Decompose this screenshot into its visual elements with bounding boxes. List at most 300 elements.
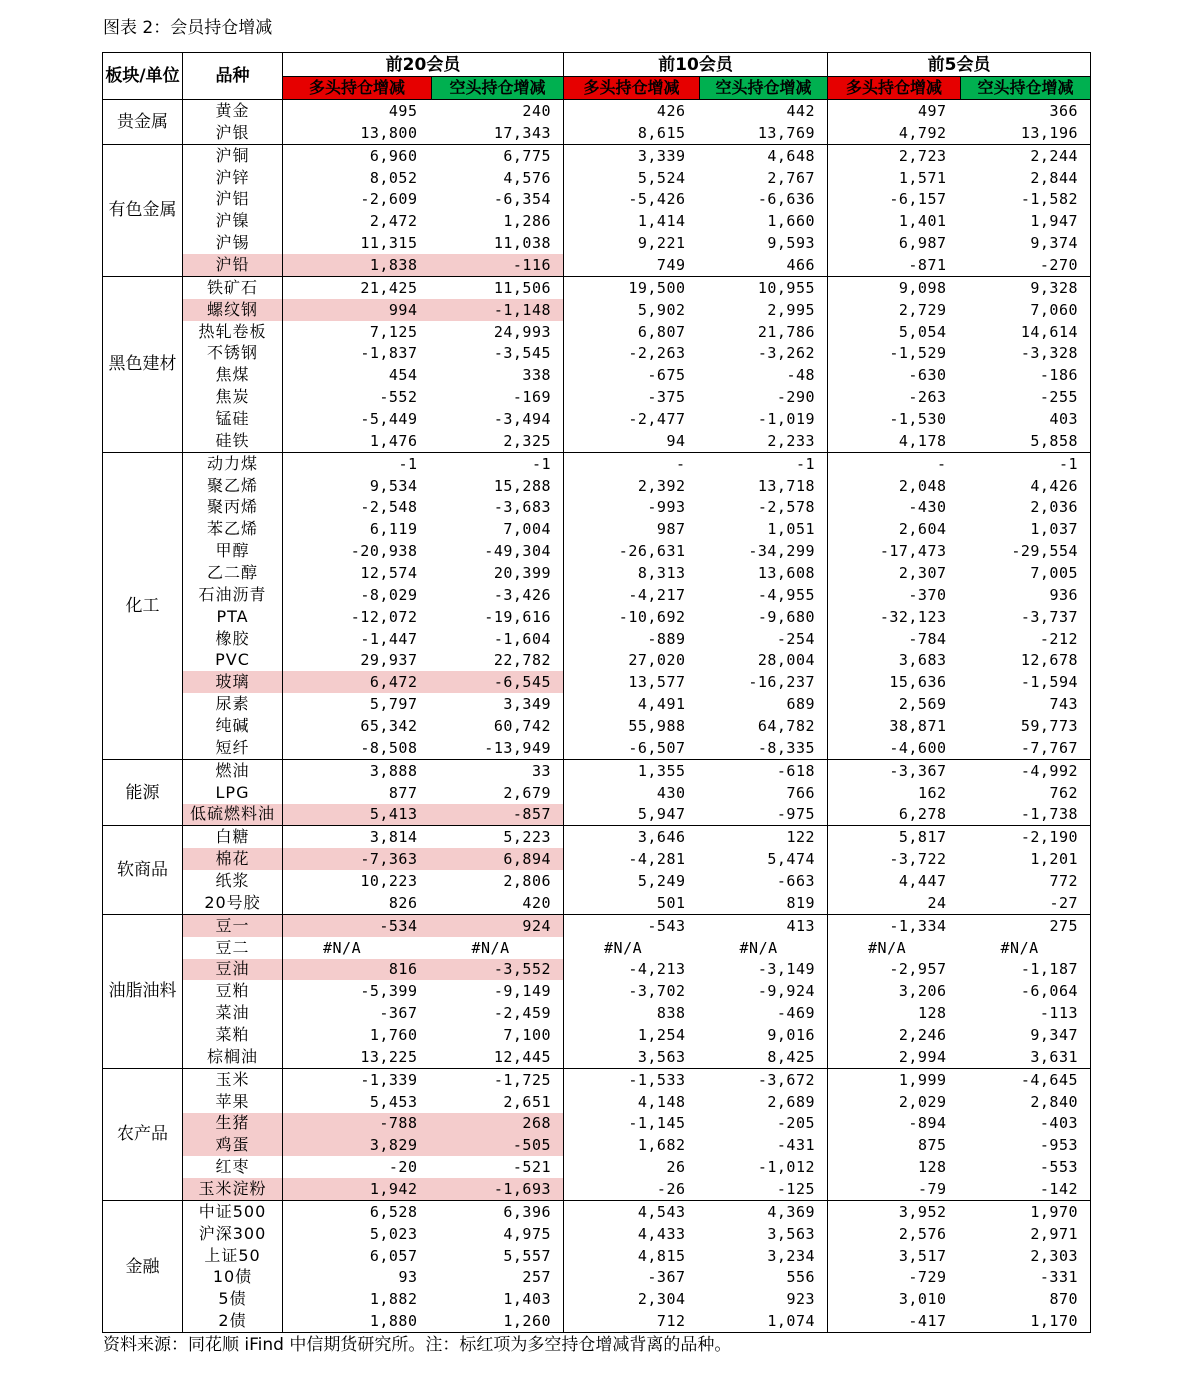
value-cell: -729	[908, 1268, 947, 1287]
value-cell: 426	[656, 101, 686, 120]
value-cell: -3,737	[961, 606, 1091, 628]
value-cell: -5,399	[360, 982, 418, 1001]
value-cell: 6,960	[369, 146, 418, 165]
value-cell: #N/A	[604, 938, 643, 957]
value-cell: -2,957	[889, 960, 947, 979]
value-cell: 1,838	[283, 254, 432, 276]
value-cell: -9,680	[700, 606, 828, 628]
product-name: 沪锌	[183, 167, 283, 189]
table-row	[103, 1134, 1091, 1156]
product-name: 燃油	[183, 759, 283, 781]
value-cell: -663	[700, 870, 828, 892]
value-cell: -552	[379, 388, 418, 407]
value-cell: -26	[564, 1178, 700, 1200]
value-cell: 2,844	[961, 167, 1091, 189]
value-cell: -1,187	[961, 959, 1091, 981]
value-cell: -1,533	[628, 1070, 686, 1089]
value-cell: -431	[700, 1134, 828, 1156]
value-cell: 93	[398, 1268, 418, 1287]
sector-cell: 贵金属	[103, 100, 183, 145]
table-row	[103, 870, 1091, 892]
value-cell: #N/A	[700, 937, 828, 959]
value-cell: -3,262	[700, 342, 828, 364]
value-cell: -290	[700, 386, 828, 408]
value-cell: 12,574	[360, 563, 418, 582]
value-cell: -19,616	[432, 606, 564, 628]
value-cell: -6,545	[432, 671, 564, 693]
value-cell: -618	[700, 759, 828, 781]
value-cell: 1,254	[637, 1026, 686, 1045]
product-name: 沪镍	[183, 210, 283, 232]
value-cell: -4,217	[628, 585, 686, 604]
value-cell: -2,477	[628, 409, 686, 428]
value-cell: 17,343	[432, 122, 564, 144]
value-cell: 1,476	[283, 430, 432, 452]
product-name: 玉米淀粉	[183, 1178, 283, 1200]
value-cell: 2,029	[898, 1092, 947, 1111]
value-cell: 2,303	[961, 1245, 1091, 1267]
value-cell: -3,149	[700, 959, 828, 981]
value-cell: 9,347	[961, 1024, 1091, 1046]
product-name: 黄金	[183, 100, 283, 122]
value-cell: 766	[700, 782, 828, 804]
value-cell: -8,029	[360, 585, 418, 604]
value-cell: -1	[432, 452, 564, 474]
value-cell: -953	[961, 1134, 1091, 1156]
table-row	[103, 496, 1091, 518]
value-cell: 4,369	[700, 1200, 828, 1222]
value-cell: 55,988	[628, 716, 686, 735]
value-cell: -7,767	[961, 737, 1091, 759]
product-name: 生猪	[183, 1113, 283, 1135]
value-cell: 1,882	[369, 1290, 418, 1309]
product-name: 棕榈油	[183, 1046, 283, 1068]
value-cell: 816	[283, 959, 432, 981]
value-cell: -205	[700, 1113, 828, 1135]
table-row	[103, 562, 1091, 584]
value-cell: 8,615	[564, 122, 700, 144]
product-name: 玻璃	[183, 671, 283, 693]
value-cell: 5,797	[369, 695, 418, 714]
short-header-top10: 空头持仓增减	[700, 77, 828, 100]
value-cell: 6,894	[432, 848, 564, 870]
long-header-top10: 多头持仓增减	[564, 77, 700, 100]
value-cell: 2,233	[700, 430, 828, 452]
value-cell: 1,260	[432, 1310, 564, 1332]
value-cell: -1,582	[961, 188, 1091, 210]
product-name: 菜油	[183, 1002, 283, 1024]
value-cell: -975	[700, 804, 828, 826]
value-cell: -1,339	[360, 1070, 418, 1089]
value-cell: 838	[656, 1004, 686, 1023]
table-row	[103, 1200, 1091, 1222]
value-cell: 826	[283, 892, 432, 914]
value-cell: 994	[283, 299, 432, 321]
value-cell: 5,817	[898, 828, 947, 847]
product-name: 10债	[183, 1267, 283, 1289]
product-name: 焦煤	[183, 364, 283, 386]
product-name: 聚丙烯	[183, 496, 283, 518]
long-header-top20: 多头持仓增减	[283, 77, 432, 100]
value-cell: 2,246	[898, 1026, 947, 1045]
value-cell: 7,004	[432, 518, 564, 540]
value-cell: 9,098	[898, 278, 947, 297]
table-row	[103, 671, 1091, 693]
table-row	[103, 804, 1091, 826]
value-cell: 3,646	[637, 828, 686, 847]
value-cell: 1,880	[283, 1310, 432, 1332]
value-cell: 749	[564, 254, 700, 276]
sector-cell: 油脂油料	[103, 914, 183, 1068]
value-cell: -8,508	[283, 737, 432, 759]
table-row	[103, 210, 1091, 232]
value-cell: 1,414	[637, 212, 686, 231]
table-row	[103, 1178, 1091, 1200]
value-cell: 5,902	[637, 300, 686, 319]
product-name: 豆粕	[183, 980, 283, 1002]
value-cell: -871	[828, 254, 961, 276]
table-row	[103, 959, 1091, 981]
value-cell: -2,190	[961, 826, 1091, 848]
value-cell: 26	[666, 1158, 686, 1177]
value-cell: 923	[700, 1288, 828, 1310]
value-cell: 2,679	[432, 782, 564, 804]
product-name: 纯碱	[183, 715, 283, 737]
value-cell: 4,792	[828, 122, 961, 144]
product-name: 低硫燃料油	[183, 804, 283, 826]
value-cell: 466	[700, 254, 828, 276]
value-cell: 2,806	[432, 870, 564, 892]
value-cell: -186	[961, 364, 1091, 386]
value-cell: 20,399	[432, 562, 564, 584]
product-name: LPG	[183, 782, 283, 804]
value-cell: 8,425	[700, 1046, 828, 1068]
product-name: PTA	[183, 606, 283, 628]
value-cell: -29,554	[961, 540, 1091, 562]
value-cell: 1,760	[369, 1026, 418, 1045]
value-cell: 21,425	[360, 278, 418, 297]
value-cell: 268	[432, 1113, 564, 1135]
value-cell: 430	[656, 783, 686, 802]
table-row	[103, 584, 1091, 606]
value-cell: 3,814	[369, 828, 418, 847]
product-name: 鸡蛋	[183, 1134, 283, 1156]
value-cell: 2,304	[637, 1290, 686, 1309]
product-name: 锰硅	[183, 408, 283, 430]
value-cell: -1,019	[700, 408, 828, 430]
sector-header: 板块/单位	[103, 53, 183, 100]
value-cell: 3,206	[898, 982, 947, 1001]
value-cell: -3,367	[889, 761, 947, 780]
table-row	[103, 408, 1091, 430]
value-cell: 366	[961, 100, 1091, 122]
value-cell: -270	[961, 254, 1091, 276]
product-name: 甲醇	[183, 540, 283, 562]
value-cell: 3,234	[700, 1245, 828, 1267]
value-cell: 8,052	[369, 168, 418, 187]
value-cell: 743	[961, 693, 1091, 715]
product-name: 沪铝	[183, 188, 283, 210]
value-cell: 5,524	[637, 168, 686, 187]
table-row	[103, 254, 1091, 276]
table-row	[103, 100, 1091, 122]
value-cell: 64,782	[700, 715, 828, 737]
value-cell: 712	[564, 1310, 700, 1332]
value-cell: 772	[961, 870, 1091, 892]
value-cell: 1,970	[961, 1200, 1091, 1222]
sector-cell: 能源	[103, 759, 183, 826]
value-cell: 6,472	[283, 671, 432, 693]
product-name: 豆二	[183, 937, 283, 959]
value-cell: 13,769	[700, 122, 828, 144]
table-row	[103, 1091, 1091, 1113]
value-cell: 3,829	[283, 1134, 432, 1156]
product-name: 沪深300	[183, 1223, 283, 1245]
value-cell: -2,578	[700, 496, 828, 518]
value-cell: -49,304	[432, 540, 564, 562]
value-cell: -142	[961, 1178, 1091, 1200]
short-header-top5: 空头持仓增减	[961, 77, 1091, 100]
value-cell: 5,474	[700, 848, 828, 870]
table-row	[103, 1156, 1091, 1178]
value-cell: -20	[388, 1158, 418, 1177]
value-cell: 12,678	[961, 649, 1091, 671]
value-cell: 762	[961, 782, 1091, 804]
table-row	[103, 364, 1091, 386]
value-cell: -889	[647, 629, 686, 648]
value-cell: -553	[961, 1156, 1091, 1178]
value-cell: 556	[700, 1267, 828, 1289]
product-name: 石油沥青	[183, 584, 283, 606]
table-row	[103, 1046, 1091, 1068]
product-name: 乙二醇	[183, 562, 283, 584]
sector-cell: 软商品	[103, 826, 183, 914]
value-cell: 2,244	[961, 144, 1091, 166]
value-cell: 27,020	[628, 651, 686, 670]
table-row	[103, 1310, 1091, 1332]
product-name: 不锈钢	[183, 342, 283, 364]
value-cell: 7,060	[961, 299, 1091, 321]
value-cell: 877	[388, 783, 418, 802]
value-cell: 5,557	[432, 1245, 564, 1267]
product-name: 沪锡	[183, 232, 283, 254]
table-row	[103, 540, 1091, 562]
value-cell: 2,604	[898, 520, 947, 539]
value-cell: 9,534	[369, 476, 418, 495]
value-cell: 9,374	[961, 232, 1091, 254]
table-row	[103, 1288, 1091, 1310]
value-cell: 29,937	[360, 651, 418, 670]
value-cell: 2,392	[637, 476, 686, 495]
table-row	[103, 188, 1091, 210]
value-cell: 240	[432, 100, 564, 122]
product-name: 2债	[183, 1310, 283, 1332]
value-cell: -1,529	[889, 344, 947, 363]
table-row	[103, 826, 1091, 848]
table-row	[103, 1223, 1091, 1245]
value-cell: -857	[432, 804, 564, 826]
value-cell: 2,325	[432, 430, 564, 452]
value-cell: -116	[432, 254, 564, 276]
value-cell: -6,354	[432, 188, 564, 210]
value-cell: -254	[700, 628, 828, 650]
product-name: 白糖	[183, 826, 283, 848]
value-cell: 403	[961, 408, 1091, 430]
product-name: 豆油	[183, 959, 283, 981]
value-cell: 9,328	[961, 276, 1091, 298]
value-cell: 1,037	[961, 518, 1091, 540]
table-row	[103, 715, 1091, 737]
value-cell: 1,286	[432, 210, 564, 232]
value-cell: 1,999	[898, 1070, 947, 1089]
group-header-top20: 前20会员	[283, 53, 564, 77]
value-cell: -894	[908, 1114, 947, 1133]
table-row	[103, 848, 1091, 870]
short-header-top20: 空头持仓增减	[432, 77, 564, 100]
product-name: 沪银	[183, 122, 283, 144]
value-cell: 3,563	[564, 1046, 700, 1068]
value-cell: -2,459	[432, 1002, 564, 1024]
value-cell: -2,609	[360, 190, 418, 209]
value-cell: -784	[908, 629, 947, 648]
product-name: 短纤	[183, 737, 283, 759]
value-cell: 819	[700, 892, 828, 914]
value-cell: -125	[700, 1178, 828, 1200]
value-cell: 2,036	[961, 496, 1091, 518]
value-cell: 162	[917, 783, 947, 802]
value-cell: 3,010	[898, 1290, 947, 1309]
product-name: 螺纹钢	[183, 299, 283, 321]
value-cell: 4,426	[961, 475, 1091, 497]
value-cell: 875	[917, 1136, 947, 1155]
value-cell: -6,636	[700, 188, 828, 210]
table-body	[103, 100, 1091, 1333]
product-name: 玉米	[183, 1068, 283, 1090]
table-row	[103, 1113, 1091, 1135]
value-cell: 13,196	[961, 122, 1091, 144]
value-cell: 10,955	[700, 276, 828, 298]
value-cell: -12,072	[350, 607, 418, 626]
value-cell: 275	[961, 914, 1091, 936]
value-cell: 24	[828, 892, 961, 914]
value-cell: #N/A	[432, 937, 564, 959]
value-cell: -26,631	[618, 542, 686, 561]
value-cell: 6,057	[369, 1246, 418, 1265]
value-cell: -3,545	[432, 342, 564, 364]
value-cell: -3,426	[432, 584, 564, 606]
value-cell: 413	[700, 914, 828, 936]
value-cell: -4,955	[700, 584, 828, 606]
value-cell: 4,491	[637, 695, 686, 714]
value-cell: 2,307	[898, 563, 947, 582]
value-cell: -331	[961, 1267, 1091, 1289]
value-cell: 1,571	[898, 168, 947, 187]
table-row	[103, 1267, 1091, 1289]
value-cell: -3,328	[961, 342, 1091, 364]
value-cell: 7,100	[432, 1024, 564, 1046]
product-name: 红枣	[183, 1156, 283, 1178]
value-cell: 13,225	[283, 1046, 432, 1068]
sector-cell: 黑色建材	[103, 276, 183, 452]
value-cell: 6,396	[432, 1200, 564, 1222]
product-name: 棉花	[183, 848, 283, 870]
value-cell: -1	[700, 452, 828, 474]
value-cell: 2,048	[898, 476, 947, 495]
value-cell: 22,782	[432, 649, 564, 671]
sector-cell: 金融	[103, 1200, 183, 1332]
value-cell: 338	[432, 364, 564, 386]
value-cell: 5,223	[432, 826, 564, 848]
value-cell: -3,702	[628, 982, 686, 1001]
value-cell: 8,313	[637, 563, 686, 582]
product-name: 豆一	[183, 914, 283, 936]
value-cell: -3,494	[432, 408, 564, 430]
value-cell: -505	[432, 1134, 564, 1156]
table-row	[103, 980, 1091, 1002]
figure-caption: 图表 2：会员持仓增减	[103, 18, 273, 38]
value-cell: 9,016	[700, 1024, 828, 1046]
table-row	[103, 628, 1091, 650]
product-name: 铁矿石	[183, 276, 283, 298]
value-cell: -16,237	[700, 671, 828, 693]
value-cell: 13,608	[700, 562, 828, 584]
value-cell: 442	[700, 100, 828, 122]
value-cell: 2,971	[961, 1223, 1091, 1245]
value-cell: 6,278	[828, 804, 961, 826]
table-row	[103, 1024, 1091, 1046]
value-cell: 2,767	[700, 167, 828, 189]
value-cell: 1,074	[700, 1310, 828, 1332]
value-cell: -3,683	[432, 496, 564, 518]
value-cell: -7,363	[283, 848, 432, 870]
group-header-top10: 前10会员	[564, 53, 828, 77]
value-cell: 5,858	[961, 430, 1091, 452]
value-cell: 2,569	[898, 695, 947, 714]
value-cell: -6,507	[564, 737, 700, 759]
table-row	[103, 1002, 1091, 1024]
value-cell: 24,993	[432, 321, 564, 343]
value-cell: 1,682	[637, 1136, 686, 1155]
value-cell: -212	[961, 628, 1091, 650]
value-cell: -367	[379, 1004, 418, 1023]
value-cell: 1,947	[961, 210, 1091, 232]
value-cell: -9,924	[700, 980, 828, 1002]
value-cell: -1,594	[961, 671, 1091, 693]
value-cell: -32,123	[879, 607, 947, 626]
table-row	[103, 649, 1091, 671]
value-cell: -79	[828, 1178, 961, 1200]
value-cell: 4,648	[700, 144, 828, 166]
value-cell: -4,600	[828, 737, 961, 759]
value-cell: -534	[283, 914, 432, 936]
value-cell: 3,517	[898, 1246, 947, 1265]
value-cell: -	[675, 454, 686, 473]
value-cell: 257	[432, 1267, 564, 1289]
value-cell: -1,604	[432, 628, 564, 650]
table-row	[103, 386, 1091, 408]
value-cell: -9,149	[432, 980, 564, 1002]
value-cell: -403	[961, 1113, 1091, 1135]
value-cell: -17,473	[879, 542, 947, 561]
value-cell: -1,738	[961, 804, 1091, 826]
value-cell: 6,528	[369, 1202, 418, 1221]
value-cell: -113	[961, 1002, 1091, 1024]
table-row	[103, 144, 1091, 166]
value-cell: -1	[398, 454, 418, 473]
value-cell: -375	[647, 388, 686, 407]
value-cell: 3,952	[898, 1202, 947, 1221]
value-cell: -	[937, 454, 947, 473]
